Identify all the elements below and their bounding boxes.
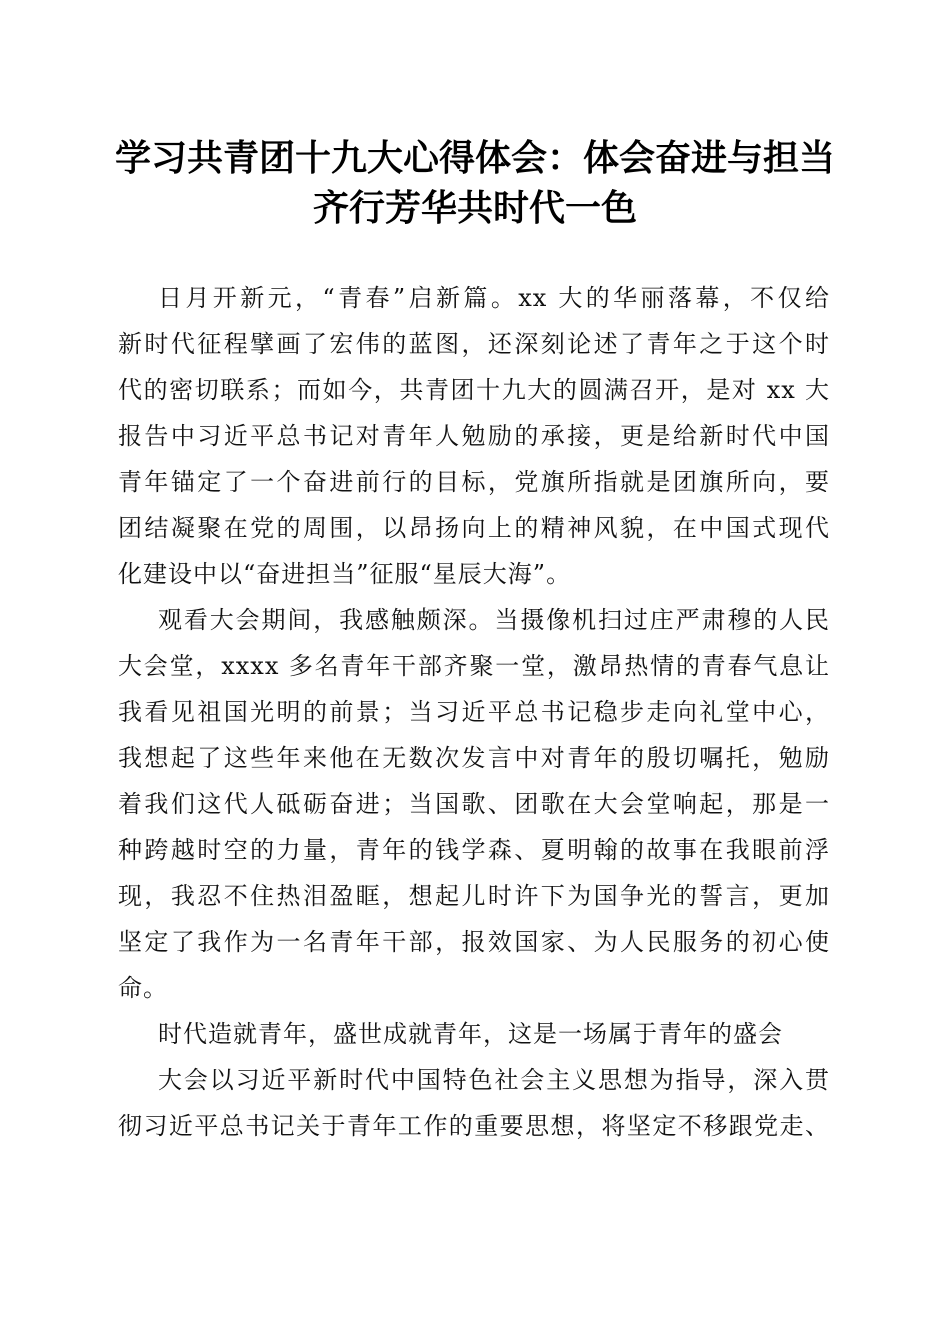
paragraph-2-line: 大会堂，xxxx 多名青年干部齐聚一堂，激昂热情的青春气息让 — [118, 652, 830, 680]
paragraph-3-line: 时代造就青年，盛世成就青年，这是一场属于青年的盛会 — [158, 1020, 783, 1048]
paragraph-4-line: 彻习近平总书记关于青年工作的重要思想，将坚定不移跟党走、 — [118, 1112, 830, 1140]
paragraph-4-line: 大会以习近平新时代中国特色社会主义思想为指导，深入贯 — [158, 1066, 830, 1094]
paragraph-2-line: 命。 — [118, 974, 168, 1002]
paragraph-1-line: 化建设中以“奋进担当”征服“星辰大海”。 — [118, 560, 572, 588]
paragraph-2-line: 我看见祖国光明的前景；当习近平总书记稳步走向礼堂中心， — [118, 698, 830, 726]
document-body — [118, 275, 830, 1149]
paragraph-1-line: 代的密切联系；而如今，共青团十九大的圆满召开，是对 xx 大 — [118, 376, 830, 404]
paragraph-2-line: 坚定了我作为一名青年干部，报效国家、为人民服务的初心使 — [118, 928, 830, 956]
document-title-line-2: 齐行芳华共时代一色 — [312, 187, 637, 229]
paragraph-1-line: 报告中习近平总书记对青年人勉励的承接，更是给新时代中国 — [118, 422, 830, 450]
document-title-line-1: 学习共青团十九大心得体会：体会奋进与担当 — [114, 137, 835, 179]
paragraph-2-line: 种跨越时空的力量，青年的钱学森、夏明翰的故事在我眼前浮 — [118, 836, 830, 864]
paragraph-1-line: 团结凝聚在党的周围，以昂扬向上的精神风貌，在中国式现代 — [118, 514, 830, 542]
paragraph-2-line: 现，我忍不住热泪盈眶，想起儿时许下为国争光的誓言，更加 — [118, 882, 830, 910]
paragraph-1-line: 新时代征程擘画了宏伟的蓝图，还深刻论述了青年之于这个时 — [118, 330, 830, 358]
paragraph-2-line: 我想起了这些年来他在无数次发言中对青年的殷切嘱托，勉励 — [118, 744, 830, 772]
paragraph-2-line: 观看大会期间，我感触颇深。当摄像机扫过庄严肃穆的人民 — [158, 606, 830, 634]
paragraph-1-line: 日月开新元，“青春”启新篇。xx 大的华丽落幕，不仅给 — [158, 284, 830, 312]
paragraph-2-line: 着我们这代人砥砺奋进；当国歌、团歌在大会堂响起，那是一 — [118, 790, 830, 818]
paragraph-1-line: 青年锚定了一个奋进前行的目标，党旗所指就是团旗所向，要 — [118, 468, 830, 496]
